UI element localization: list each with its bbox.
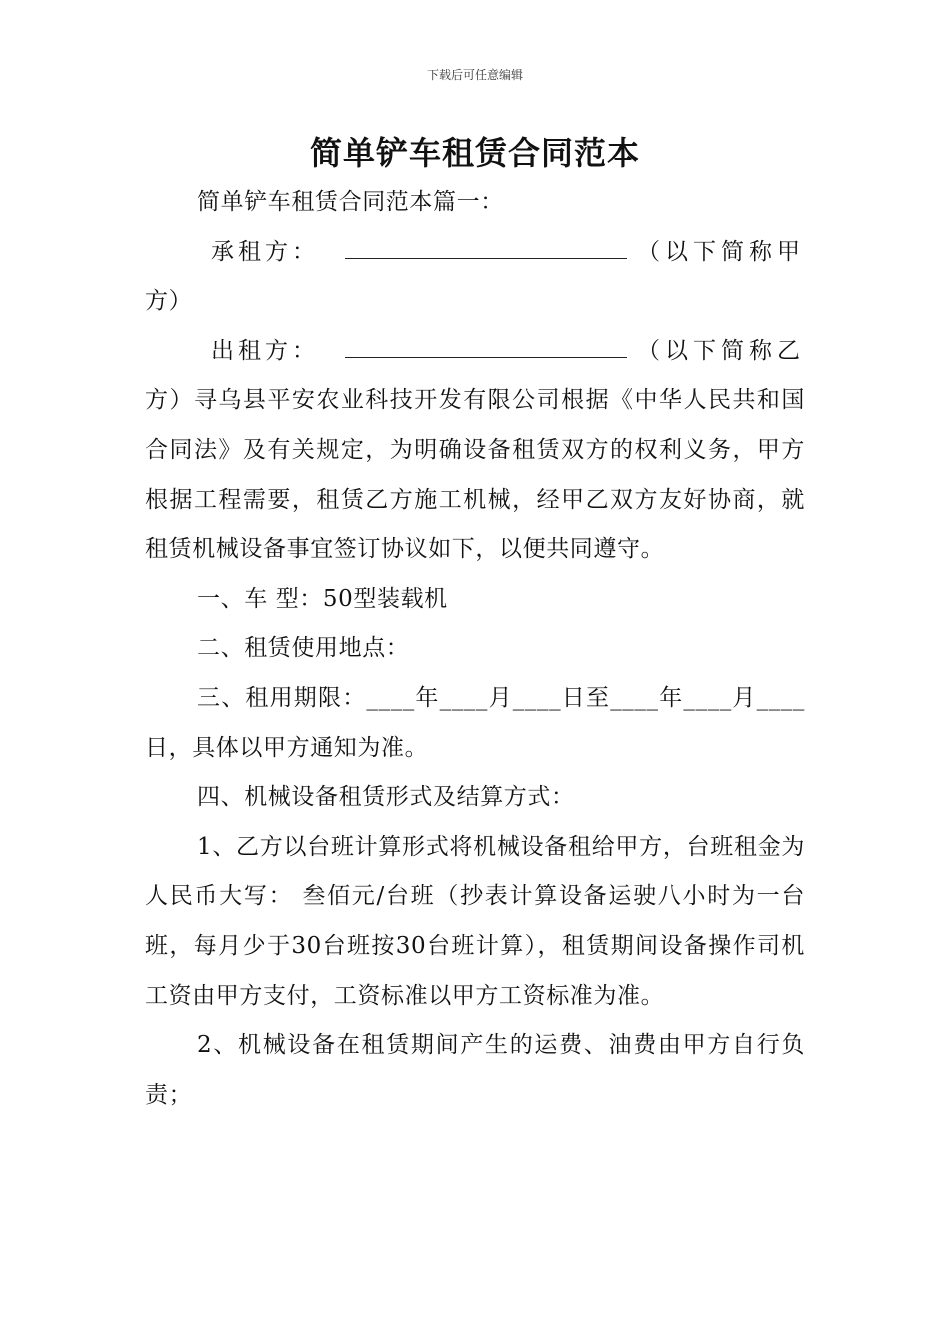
clause-4-settlement: 四、机械设备租赁形式及结算方式： [197, 784, 575, 811]
header-note: 下载后可任意编辑 [426, 68, 523, 82]
lessor-paragraph: 方）寻乌县平安农业科技开发有限公司根据《中华人民共和国合同法》及有关规定，为明确设备租赁双方的权利义务，甲方根据工程需要，租赁乙方施工机械，经甲乙双方友好协商，就租赁机械设备事宜签订协议如下，以便共同遵守。 [145, 387, 805, 563]
clause-3-term: 三、租用期限：____年____月____日至____年____月____日，具体以甲方通知为准。 [145, 684, 805, 761]
lessor-row [145, 327, 805, 377]
document-title: 简单铲车租赁合同范本 [309, 134, 640, 172]
lessee-suffix-continuation: 方） [145, 288, 193, 315]
lessee-suffix: （以下简称甲 [637, 238, 805, 265]
lessee-label: 承租方： [211, 238, 319, 265]
clause-4-1-rate: 1、乙方以台班计算形式将机械设备租给甲方，台班租金为人民币大写： 叁佰元/台班（抄表计算设备运驶八小时为一台班，每月少于30台班按30台班计算），租赁期间设备操作司机工资由甲方支付，工资标准以甲方工资标准为准。 [145, 833, 805, 1009]
lessor-blank-line[interactable] [345, 329, 627, 358]
clause-2-location: 二、租赁使用地点： [197, 635, 410, 662]
lessee-row [145, 228, 805, 278]
document-body [145, 178, 805, 1120]
lessor-suffix: （以下简称乙 [637, 337, 805, 364]
lessor-label: 出租方： [211, 337, 319, 364]
clause-4-2-costs: 2、机械设备在租赁期间产生的运费、油费由甲方自行负责； [145, 1032, 805, 1108]
clause-1-vehicle-type: 一、车 型：50型装载机 [197, 585, 448, 612]
section-heading: 简单铲车租赁合同范本篇一： [197, 189, 504, 215]
lessee-blank-line[interactable] [345, 230, 627, 259]
